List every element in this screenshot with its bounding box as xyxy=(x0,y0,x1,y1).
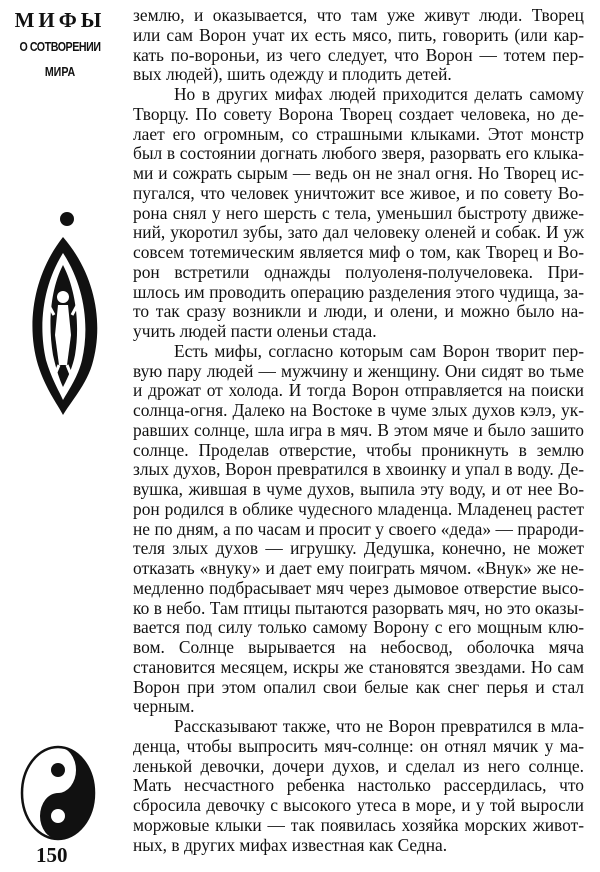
section-subtitle-line2: МИРА xyxy=(44,65,76,79)
text-line: ных, в других мифах известная как Седна. xyxy=(133,834,448,855)
text-line: рона снял у него шерсть с тела, уменьшил быстроту движе- xyxy=(133,202,584,223)
text-line: отказать «внуку» и дает ему поиграть мячом. «Внук» же не- xyxy=(133,558,584,578)
text-line: рон родился в облике чудесного младенца. Младенец растет xyxy=(133,498,584,519)
section-subtitle-line1: О СОТВОРЕНИИ xyxy=(19,40,101,54)
text-line: то так сразу возникли и люди, и олени, и можно было на- xyxy=(133,301,584,322)
text-line: шлось им проводить операцию разделения этого чудища, за- xyxy=(133,281,584,302)
body-text xyxy=(133,6,584,855)
ornament-figure-icon xyxy=(18,205,108,420)
text-line: Рассказывают также, что не Ворон превратился в мла- xyxy=(174,716,584,736)
text-line: черным. xyxy=(133,696,195,717)
text-line: становится месяцем, искры же становятся звездами. Но сам xyxy=(133,656,584,677)
paragraph xyxy=(133,6,584,85)
text-line: сбросила девочку с высокого утеса в море, и у той выросли xyxy=(133,795,584,815)
text-line: или сам Ворон учат их есть мясо, пить, говорить (или кар- xyxy=(133,24,584,45)
text-line: пугался, что человек уничтожит все живое, и по совету Во- xyxy=(133,182,584,203)
page-number: 150 xyxy=(36,843,68,867)
text-line: моржовые клыки — так появилась хозяйка морских живот- xyxy=(133,814,584,835)
text-line: Творцу. По совету Ворона Творец создает человека, но де- xyxy=(133,103,584,124)
text-line: и дрожат от холода. И тогда Ворон отправляется на поиски xyxy=(133,380,584,401)
text-line: вую пару людей — мужчину и женщину. Они сидят во тьме xyxy=(133,360,584,381)
text-line: медленно подбрасывает мяч через дымовое отверстие высо- xyxy=(133,577,584,598)
text-line: вается под силу только самому Ворону с его мощным клю- xyxy=(133,617,584,638)
text-line: теля злых духов — игрушку. Дедушка, конечно, не может xyxy=(133,538,584,559)
text-line: землю, и оказывается, что там уже живут люди. Творец xyxy=(133,5,584,25)
text-line: равших солнце, шла игра в мяч. В этом мяче и было зашито xyxy=(133,419,584,440)
text-line: лает его огромным, со страшными клыками. Этот монстр xyxy=(133,123,584,144)
text-line: ко в небо. Там птицы пытаются разорвать мяч, но это оказы- xyxy=(133,597,584,618)
text-line: злых духов, Ворон превратился в хвоинку и упал в воду. Де- xyxy=(133,459,584,480)
text-line: солнце. Проделав отверстие, чтобы проникнуть в землю xyxy=(133,439,584,460)
section-title: МИФЫ xyxy=(14,8,106,32)
text-line: Мать несчастного ребенка настолько рассердилась, что xyxy=(133,775,584,796)
text-line: вушка, жившая в чуме духов, выпила эту воду, и от нее Во- xyxy=(133,479,584,499)
text-line: был в состоянии догнать любого зверя, разорвать его клыка- xyxy=(133,143,584,164)
text-line: ний, укоротил зубы, зато дал человеку оленей и собак. И уж xyxy=(133,222,584,243)
text-line: Но в других мифах людей приходится делать самому xyxy=(174,84,584,104)
text-line: Есть мифы, согласно которым сам Ворон творит пер- xyxy=(174,340,584,361)
text-line: кать по-вороньи, из чего следует, что Ворон — тотем пер- xyxy=(133,44,584,65)
text-line: денца, чтобы выпросить мяч-солнце: он отнял мячик у ма- xyxy=(133,735,584,756)
paragraph xyxy=(133,717,584,855)
text-line: рон встретили однажды полуоленя-получеловека. При- xyxy=(133,261,584,282)
text-line: солнца-огня. Далеко на Востоке в чуме злых духов кэлэ, ук- xyxy=(133,400,584,420)
text-line: совсем тотемическим является миф о том, как Творец и Во- xyxy=(133,242,584,262)
text-line: вых людей), шить одежду и плодить детей. xyxy=(133,64,452,85)
text-line: учить людей пасти оленьи стада. xyxy=(133,321,377,341)
text-line: не по дням, а по часам и просит у своего «деда» — прароди- xyxy=(133,518,584,539)
paragraph xyxy=(133,85,584,342)
text-line: вом. Солнце вырывается на небосвод, оболочка мяча xyxy=(133,637,584,657)
text-line: ми и сожрать сырым — ведь он не знал огня. Но Творец ис- xyxy=(133,163,584,183)
paragraph xyxy=(133,342,584,717)
text-line: Ворон при этом опалил свои белые как снег перья и стал xyxy=(133,676,584,697)
yin-yang-icon xyxy=(20,745,96,841)
text-line: ленькой девочки, дочери духов, и сделал из него солнце. xyxy=(133,755,584,776)
